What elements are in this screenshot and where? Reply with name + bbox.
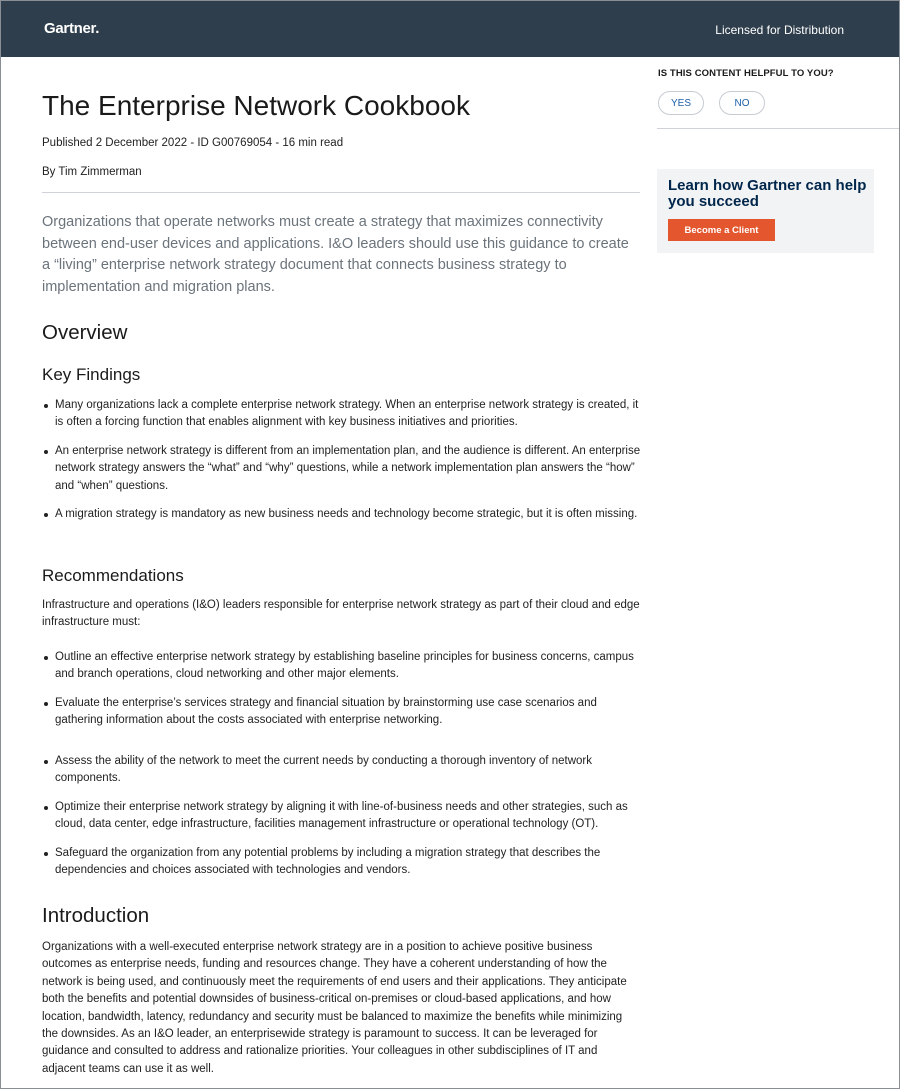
promo-heading: Learn how Gartner can help you succeed: [668, 177, 867, 210]
key-finding-item: An enterprise network strategy is different from an implementation plan, and the audience is different. An enterprise network strategy answers the “what” and “why” questions, while a network implementation plan answers the “how” and “when” questions.: [42, 443, 642, 495]
overview-heading: Overview: [42, 321, 128, 344]
recommendations-heading: Recommendations: [42, 566, 184, 585]
no-button[interactable]: NO: [719, 91, 765, 115]
become-client-button[interactable]: Become a Client: [668, 219, 775, 241]
divider: [42, 192, 640, 193]
article-summary: Organizations that operate networks must create a strategy that maximizes connectivity between end-user devices and applications. I&O leaders should use this guidance to create a “living” enterprise network strategy document that connects business strategy to implementation and migration plans.: [42, 214, 629, 295]
bullet-icon: [44, 760, 48, 764]
key-finding-item: A migration strategy is mandatory as new business needs and technology become strategic, but it is often missing.: [42, 506, 642, 523]
recommendation-item: Assess the ability of the network to meet the current needs by conducting a thorough inventory of network components.: [42, 753, 642, 788]
bullet-icon: [44, 450, 48, 454]
publication-meta: Published 2 December 2022 - ID G00769054 - 16 min read: [42, 137, 344, 149]
recommendation-item: Safeguard the organization from any potential problems by including a migration strategy that describes the dependencies and choices associated with technologies and vendors.: [42, 845, 642, 880]
licensed-label: Licensed for Distribution: [715, 23, 844, 37]
introduction-heading: Introduction: [42, 904, 150, 927]
sidebar-divider: [657, 128, 900, 129]
promo-card: [657, 169, 874, 253]
page-title: The Enterprise Network Cookbook: [42, 90, 470, 121]
yes-button[interactable]: YES: [658, 91, 704, 115]
bullet-icon: [44, 656, 48, 660]
author-byline: By Tim Zimmerman: [42, 166, 142, 178]
introduction-body: Organizations with a well-executed enterprise network strategy are in a position to achieve positive business outcomes as enterprise needs, funding and resources change. They have a coherent understanding of how the network is being used, and continuously meet the requirements of end users and their applications. They anticipate both the benefits and potential downsides of business-critical on-premises or cloud-based applications, and how location, bandwidth, latency, redundancy and security must be balanced to maximize the benefits while minimizing the downsides. As an I&O leader, an enterprisewide strategy is paramount to success. It can be leveraged for guidance and consulted to address and rationalize priorities. Your colleagues in other subdisciplines of IT and adjacent teams can use it as well.: [42, 941, 627, 1075]
bullet-icon: [44, 513, 48, 517]
bullet-icon: [44, 806, 48, 810]
recommendation-item: Optimize their enterprise network strategy by aligning it with line-of-business needs and other strategies, such as cloud, data center, edge infrastructure, facilities management infrastructure or operational technology (OT).: [42, 799, 642, 834]
bullet-icon: [44, 404, 48, 408]
top-bar: [0, 0, 900, 57]
key-finding-item: Many organizations lack a complete enterprise network strategy. When an enterprise network strategy is created, it is often a forcing function that enables alignment with key business initiatives and priorities.: [42, 397, 642, 432]
helpful-question: IS THIS CONTENT HELPFUL TO YOU?: [658, 68, 834, 79]
gartner-logo[interactable]: Gartner.: [44, 20, 100, 37]
bullet-icon: [44, 852, 48, 856]
recommendations-intro: Infrastructure and operations (I&O) leaders responsible for enterprise network strategy as part of their cloud and edge infrastructure must:: [42, 599, 640, 629]
bullet-icon: [44, 702, 48, 706]
recommendation-item: Evaluate the enterprise’s services strategy and financial situation by brainstorming use case scenarios and gathering information about the costs associated with enterprise networking.: [42, 695, 642, 730]
key-findings-heading: Key Findings: [42, 365, 141, 384]
recommendation-item: Outline an effective enterprise network strategy by establishing baseline principles for business concerns, campus and branch operations, cloud networking and other major elements.: [42, 649, 642, 684]
